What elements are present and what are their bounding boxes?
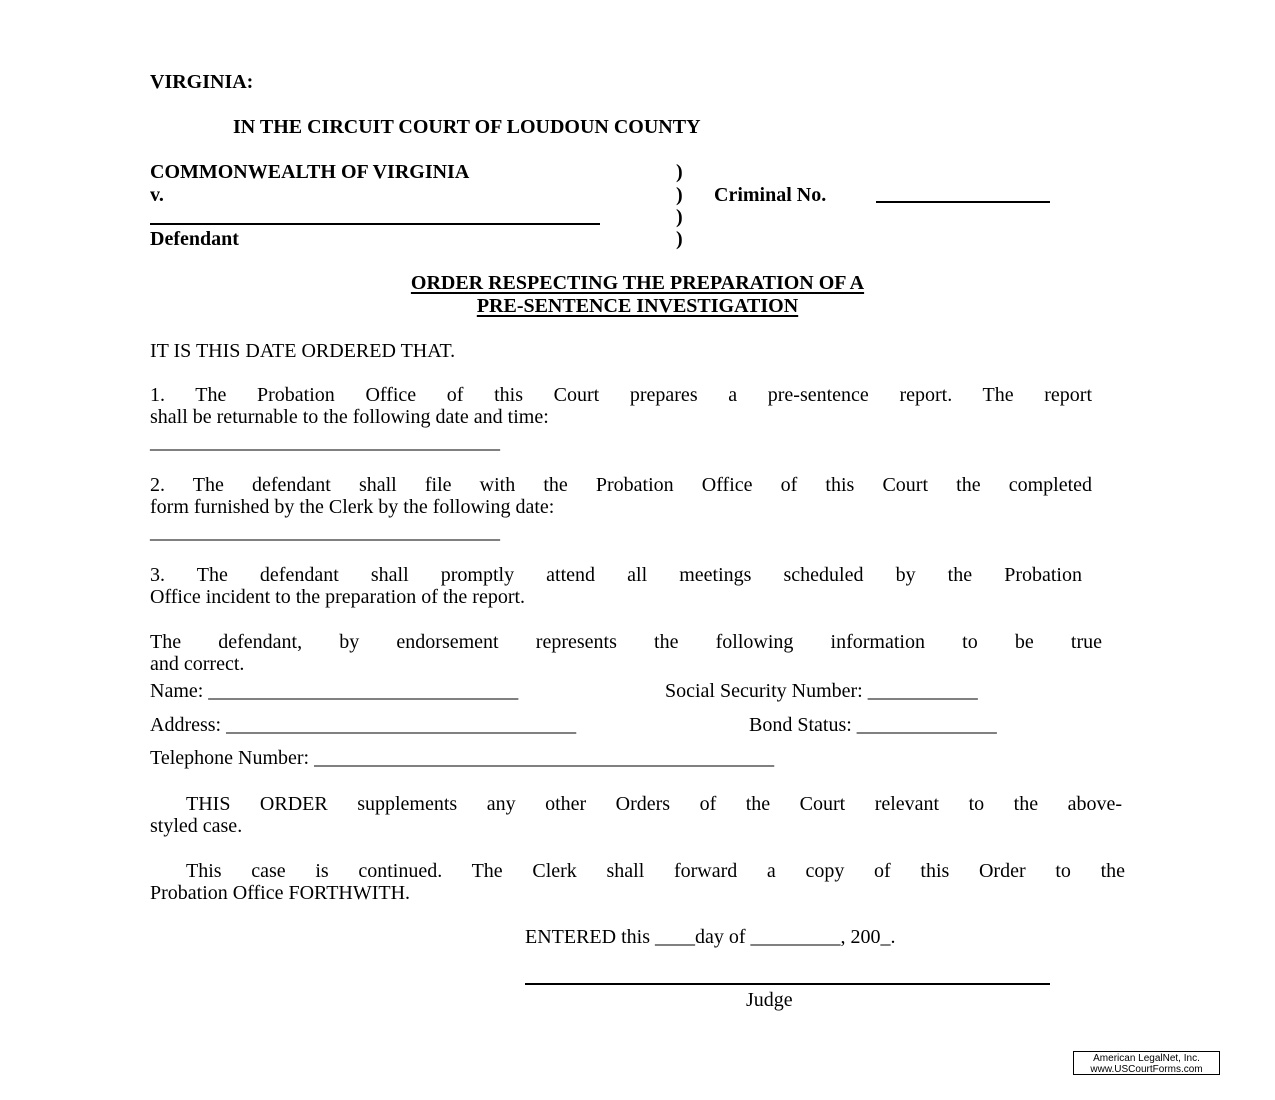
- name-field: Name: _______________________________: [150, 680, 519, 702]
- state-heading: VIRGINIA:: [150, 71, 254, 93]
- caption-paren-3: ): [676, 206, 683, 228]
- continued-line-2: Probation Office FORTHWITH.: [150, 882, 411, 904]
- item-1: [150, 384, 1092, 428]
- supplement-paragraph: [150, 793, 1122, 837]
- supplement-line-1: THIS ORDER supplements any other Orders of the Court relevant to the above-: [186, 793, 1122, 815]
- judge-label: Judge: [746, 989, 793, 1011]
- caption-paren-1: ): [676, 161, 683, 183]
- item-3-line-2: Office incident to the preparation of the report.: [150, 586, 526, 608]
- bond-status-field: Bond Status: ______________: [749, 714, 997, 736]
- endorsement-line-1: The defendant, by endorsement represents the following information to be true: [150, 631, 1102, 653]
- item-1-line-2: shall be returnable to the following date and time:: [150, 406, 549, 428]
- publisher-stamp: [1073, 1051, 1220, 1075]
- telephone-field: Telephone Number: ______________________________________________: [150, 747, 775, 769]
- item-2-line-2: form furnished by the Clerk by the following date:: [150, 496, 555, 518]
- order-intro: IT IS THIS DATE ORDERED THAT.: [150, 340, 456, 362]
- entered-date-line: ENTERED this ____day of _________, 200_.: [525, 926, 896, 948]
- continued-line-1: This case is continued. The Clerk shall forward a copy of this Order to the: [186, 860, 1125, 882]
- court-heading: IN THE CIRCUIT COURT OF LOUDOUN COUNTY: [233, 116, 701, 138]
- order-title-line1: ORDER RESPECTING THE PREPARATION OF A: [410, 272, 865, 294]
- supplement-line-2: styled case.: [150, 815, 243, 837]
- caption-paren-2: ): [676, 184, 683, 206]
- plaintiff-name: COMMONWEALTH OF VIRGINIA: [150, 161, 470, 183]
- stamp-line-1: American LegalNet, Inc.: [1093, 1053, 1200, 1064]
- item-2-line-1: 2. The defendant shall file with the Probation Office of this Court the completed: [150, 474, 1092, 496]
- criminal-no-label: Criminal No.: [714, 184, 827, 206]
- item-1-blank: ___________________________________: [150, 431, 500, 453]
- defendant-name-line: [150, 223, 600, 225]
- judge-signature-line: [525, 983, 1050, 985]
- item-3-line-1: 3. The defendant shall promptly attend all meetings scheduled by the Probation: [150, 564, 1082, 586]
- endorsement-line-2: and correct.: [150, 653, 245, 675]
- endorsement: [150, 631, 1102, 675]
- order-title-line2: PRE-SENTENCE INVESTIGATION: [476, 295, 799, 317]
- item-1-line-1: 1. The Probation Office of this Court prepares a pre-sentence report. The report: [150, 384, 1092, 406]
- continued-paragraph: [150, 860, 1125, 904]
- address-field: Address: ___________________________________: [150, 714, 577, 736]
- ssn-field: Social Security Number: ___________: [665, 680, 978, 702]
- defendant-label: Defendant: [150, 228, 239, 250]
- criminal-no-line: [876, 201, 1050, 203]
- item-3: [150, 564, 1082, 608]
- stamp-line-2: www.USCourtForms.com: [1090, 1064, 1203, 1075]
- item-2: [150, 474, 1092, 518]
- caption-paren-4: ): [676, 228, 683, 250]
- versus-label: v.: [150, 184, 164, 206]
- item-2-blank: ___________________________________: [150, 521, 500, 543]
